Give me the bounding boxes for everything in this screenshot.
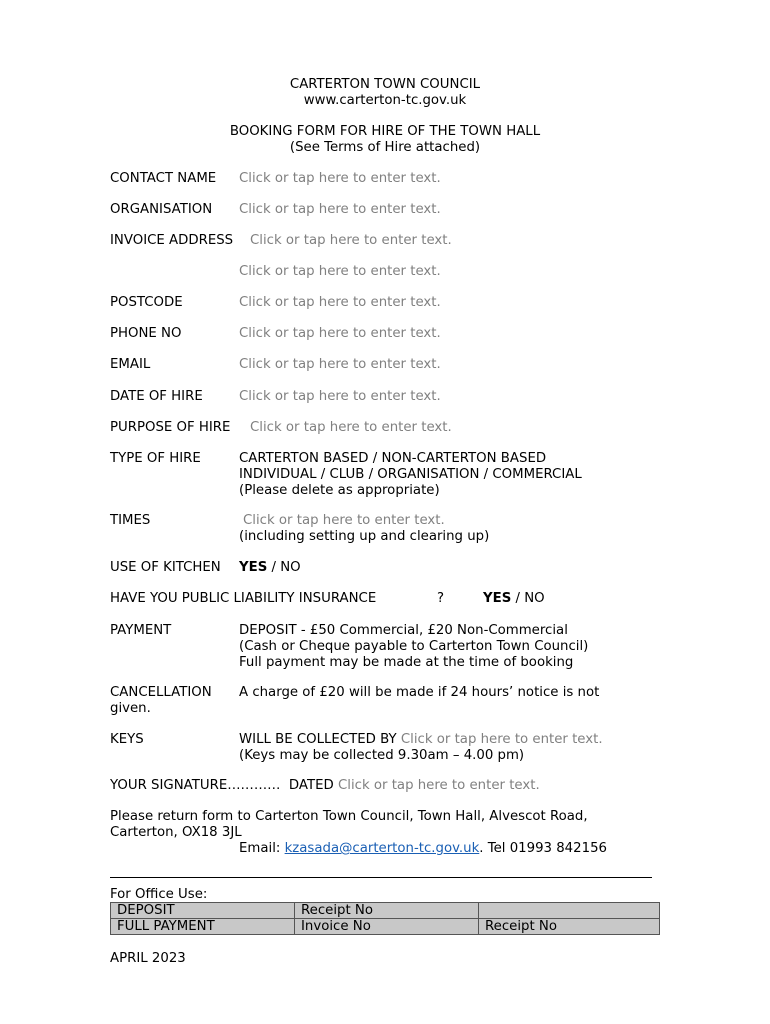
cancellation-label: CANCELLATION	[110, 685, 212, 700]
keys-collector-field[interactable]: Click or tap here to enter text.	[400, 732, 603, 747]
table-cell: Invoice No	[295, 919, 479, 935]
type-of-hire-line1: CARTERTON BASED / NON-CARTERTON BASED	[239, 451, 547, 466]
keys-label: KEYS	[110, 732, 144, 747]
dated-field[interactable]: Click or tap here to enter text.	[337, 778, 540, 793]
type-of-hire-note: (Please delete as appropriate)	[239, 483, 440, 498]
table-cell	[479, 903, 660, 919]
signature-row	[110, 778, 540, 794]
email-link[interactable]: kzasada@carterton-tc.gov.uk	[284, 841, 480, 856]
keys-collected-by	[239, 732, 603, 748]
times-note: (including setting up and clearing up)	[239, 529, 490, 544]
council-name: CARTERTON TOWN COUNCIL	[289, 77, 481, 92]
signature-label: YOUR SIGNATURE	[110, 778, 228, 793]
insurance-label: HAVE YOU PUBLIC LIABILITY INSURANCE	[110, 591, 377, 606]
times-field[interactable]: Click or tap here to enter text.	[243, 513, 445, 528]
footer-date: APRIL 2023	[110, 951, 186, 966]
keys-note: (Keys may be collected 9.30am – 4.00 pm)	[239, 748, 525, 763]
divider	[110, 877, 652, 878]
payment-label: PAYMENT	[110, 623, 172, 638]
form-subtitle: (See Terms of Hire attached)	[289, 140, 481, 155]
invoice-address-field[interactable]: Click or tap here to enter text.	[250, 233, 452, 248]
postcode-field[interactable]: Click or tap here to enter text.	[239, 295, 441, 310]
office-use-label: For Office Use:	[110, 887, 208, 902]
insurance-choice[interactable]	[483, 591, 545, 607]
contact-name-label: CONTACT NAME	[110, 171, 217, 186]
keys-collected-by-label: WILL BE COLLECTED BY	[239, 732, 397, 747]
dated-label: DATED	[288, 778, 334, 793]
date-of-hire-label: DATE OF HIRE	[110, 389, 203, 404]
return-contact	[239, 841, 607, 857]
postcode-label: POSTCODE	[110, 295, 183, 310]
signature-field[interactable]: …………	[227, 778, 281, 793]
organisation-field[interactable]: Click or tap here to enter text.	[239, 202, 441, 217]
cancellation-text: A charge of £20 will be made if 24 hours’ notice is not	[239, 685, 600, 700]
email-label: EMAIL	[110, 357, 151, 372]
insurance-yes: YES	[483, 591, 512, 606]
kitchen-choice[interactable]	[239, 560, 301, 576]
return-address: Carterton, OX18 3JL	[110, 825, 242, 840]
table-row	[111, 919, 660, 935]
form-title: BOOKING FORM FOR HIRE OF THE TOWN HALL	[229, 124, 541, 139]
email-field[interactable]: Click or tap here to enter text.	[239, 357, 441, 372]
date-of-hire-field[interactable]: Click or tap here to enter text.	[239, 389, 441, 404]
insurance-no: / NO	[511, 591, 545, 606]
table-row	[111, 903, 660, 919]
organisation-label: ORGANISATION	[110, 202, 213, 217]
payment-full-note: Full payment may be made at the time of booking	[239, 655, 574, 670]
purpose-label: PURPOSE OF HIRE	[110, 420, 231, 435]
payment-cheque-note: (Cash or Cheque payable to Carterton Town Council)	[239, 639, 589, 654]
type-of-hire-line2: INDIVIDUAL / CLUB / ORGANISATION / COMMERCIAL	[239, 467, 582, 482]
email-prefix: Email:	[239, 841, 285, 856]
purpose-field[interactable]: Click or tap here to enter text.	[250, 420, 452, 435]
cancellation-text-continued: given.	[110, 701, 151, 716]
council-website: www.carterton-tc.gov.uk	[303, 93, 467, 108]
table-cell: FULL PAYMENT	[111, 919, 295, 935]
kitchen-yes: YES	[239, 560, 268, 575]
type-of-hire-label: TYPE OF HIRE	[110, 451, 201, 466]
kitchen-label: USE OF KITCHEN	[110, 560, 221, 575]
table-cell: Receipt No	[295, 903, 479, 919]
invoice-address-label: INVOICE ADDRESS	[110, 233, 234, 248]
payment-deposit: DEPOSIT - £50 Commercial, £20 Non-Commercial	[239, 623, 568, 638]
times-label: TIMES	[110, 513, 151, 528]
phone-field[interactable]: Click or tap here to enter text.	[239, 326, 441, 341]
kitchen-no: / NO	[267, 560, 301, 575]
phone-label: PHONE NO	[110, 326, 182, 341]
table-cell: DEPOSIT	[111, 903, 295, 919]
invoice-address-field-2[interactable]: Click or tap here to enter text.	[239, 264, 441, 279]
table-cell: Receipt No	[479, 919, 660, 935]
office-use-table	[110, 902, 660, 935]
insurance-question-mark: ?	[437, 591, 445, 606]
telephone: . Tel 01993 842156	[479, 841, 607, 856]
contact-name-field[interactable]: Click or tap here to enter text.	[239, 171, 441, 186]
return-instructions: Please return form to Carterton Town Council, Town Hall, Alvescot Road,	[110, 809, 588, 824]
